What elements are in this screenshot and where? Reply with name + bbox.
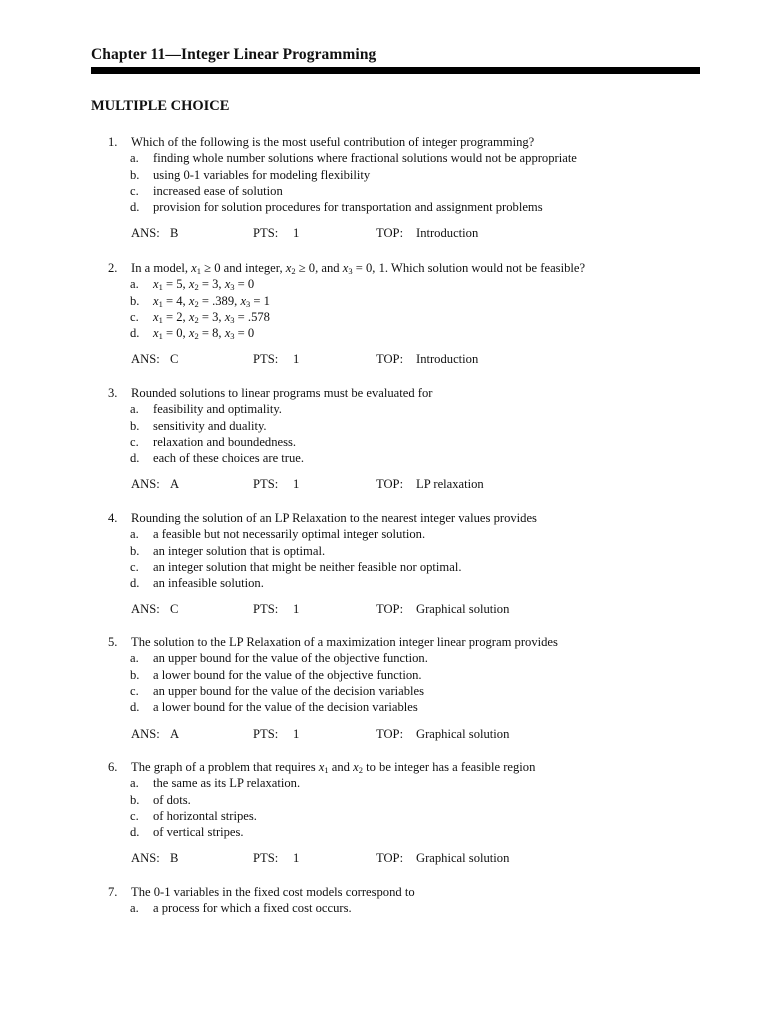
pts-label: PTS: — [253, 226, 279, 240]
ans-label: ANS: — [131, 352, 160, 366]
chapter-title: Chapter 11—Integer Linear Programming — [91, 46, 377, 63]
pts-value: 1 — [293, 477, 300, 491]
option-letter: c. — [130, 309, 139, 324]
option-letter: b. — [130, 418, 140, 433]
ans-label: ANS: — [131, 226, 160, 240]
option-letter: c. — [130, 183, 139, 198]
option-letter: a. — [130, 151, 139, 166]
pts-label: PTS: — [253, 352, 279, 366]
option-text: $x_1 = 4$, $x_2 = .389$, $x_3 = 1$ — [153, 293, 270, 309]
question-number: 4. — [108, 511, 118, 525]
topic-value: Introduction — [416, 226, 479, 240]
top-label: TOP: — [376, 226, 404, 240]
option-letter: d. — [130, 700, 140, 715]
ans-value: C — [170, 352, 179, 366]
pts-value: 1 — [293, 851, 300, 865]
ans-value: A — [170, 477, 180, 491]
option-letter: c. — [130, 434, 139, 449]
option-text: using 0-1 variables for modeling flexibility — [153, 167, 371, 182]
question-number: 7. — [108, 885, 118, 899]
option-text: sensitivity and duality. — [153, 418, 267, 433]
question-stem: In a model, $x_1 \ge 0$ and integer, $x_2 \ge 0$, and $x_3 = 0$, 1. Which solution would not be feasible? — [131, 261, 586, 276]
option-letter: c. — [130, 559, 139, 574]
question-number: 3. — [108, 386, 118, 400]
option-text: $x_1 = 5$, $x_2 = 3$, $x_3 = 0$ — [153, 277, 255, 293]
option-text: an integer solution that is optimal. — [153, 543, 326, 558]
topic-value: Graphical solution — [416, 602, 510, 616]
ans-value: C — [170, 602, 179, 616]
option-letter: a. — [130, 901, 139, 916]
topic-value: Graphical solution — [416, 727, 510, 741]
question-number: 5. — [108, 635, 118, 649]
pts-value: 1 — [293, 727, 300, 741]
option-text: $x_1 = 2$, $x_2 = 3$, $x_3 = .578$ — [153, 309, 270, 325]
option-text: $x_1 = 0$, $x_2 = 8$, $x_3 = 0$ — [153, 326, 255, 342]
question-stem: Rounded solutions to linear programs must be evaluated for — [131, 386, 433, 400]
option-letter: c. — [130, 683, 139, 698]
option-text: an upper bound for the value of the objective function. — [153, 651, 428, 666]
question-stem: The graph of a problem that requires $x_1$ and $x_2$ to be integer has a feasible region — [131, 760, 536, 775]
option-letter: c. — [130, 808, 139, 823]
ans-value: A — [170, 727, 180, 741]
option-text: an infeasible solution. — [153, 576, 264, 591]
option-text: finding whole number solutions where fractional solutions would not be appropriate — [153, 151, 577, 166]
option-letter: b. — [130, 792, 140, 807]
option-letter: b. — [130, 667, 140, 682]
option-text: feasibility and optimality. — [153, 402, 282, 417]
question-stem: The solution to the LP Relaxation of a maximization integer linear program provides — [131, 635, 558, 649]
top-label: TOP: — [376, 727, 404, 741]
pts-label: PTS: — [253, 727, 279, 741]
ans-label: ANS: — [131, 602, 160, 616]
option-text: a process for which a fixed cost occurs. — [153, 901, 352, 916]
option-letter: d. — [130, 576, 140, 591]
pts-label: PTS: — [253, 602, 279, 616]
option-letter: d. — [130, 326, 140, 341]
pts-value: 1 — [293, 352, 300, 366]
top-label: TOP: — [376, 352, 404, 366]
pts-value: 1 — [293, 602, 300, 616]
option-letter: a. — [130, 402, 139, 417]
question-number: 1. — [108, 135, 118, 149]
option-text: each of these choices are true. — [153, 451, 305, 466]
pts-label: PTS: — [253, 477, 279, 491]
option-text: a lower bound for the value of the objective function. — [153, 667, 422, 682]
option-letter: a. — [130, 277, 139, 292]
top-label: TOP: — [376, 602, 404, 616]
option-letter: b. — [130, 167, 140, 182]
top-label: TOP: — [376, 477, 404, 491]
ans-value: B — [170, 226, 179, 240]
top-label: TOP: — [376, 851, 404, 865]
topic-value: LP relaxation — [416, 477, 484, 491]
question-stem: Rounding the solution of an LP Relaxation to the nearest integer values provides — [131, 511, 537, 525]
section-heading: MULTIPLE CHOICE — [91, 98, 230, 114]
title-rule — [91, 67, 700, 74]
option-text: an upper bound for the value of the decision variables — [153, 683, 425, 698]
option-letter: a. — [130, 651, 139, 666]
option-text: provision for solution procedures for transportation and assignment problems — [153, 200, 543, 215]
ans-label: ANS: — [131, 477, 160, 491]
topic-value: Introduction — [416, 352, 479, 366]
option-letter: a. — [130, 527, 139, 542]
pts-value: 1 — [293, 226, 300, 240]
option-letter: b. — [130, 543, 140, 558]
question-number: 2. — [108, 261, 118, 275]
option-text: relaxation and boundedness. — [153, 434, 297, 449]
option-letter: d. — [130, 451, 140, 466]
option-letter: d. — [130, 825, 140, 840]
option-letter: b. — [130, 293, 140, 308]
topic-value: Graphical solution — [416, 851, 510, 865]
option-text: of horizontal stripes. — [153, 808, 257, 823]
option-text: increased ease of solution — [153, 183, 283, 198]
ans-value: B — [170, 851, 179, 865]
question-stem: Which of the following is the most useful contribution of integer programming? — [131, 135, 535, 149]
option-text: an integer solution that might be neither feasible nor optimal. — [153, 559, 462, 574]
option-text: a lower bound for the value of the decision variables — [153, 700, 418, 715]
option-text: the same as its LP relaxation. — [153, 776, 301, 791]
pts-label: PTS: — [253, 851, 279, 865]
option-text: of vertical stripes. — [153, 825, 244, 840]
ans-label: ANS: — [131, 851, 160, 865]
ans-label: ANS: — [131, 727, 160, 741]
question-number: 6. — [108, 760, 118, 774]
question-stem: The 0-1 variables in the fixed cost models correspond to — [131, 885, 415, 899]
option-text: of dots. — [153, 792, 191, 807]
option-letter: d. — [130, 200, 140, 215]
option-letter: a. — [130, 776, 139, 791]
option-text: a feasible but not necessarily optimal integer solution. — [153, 527, 426, 542]
